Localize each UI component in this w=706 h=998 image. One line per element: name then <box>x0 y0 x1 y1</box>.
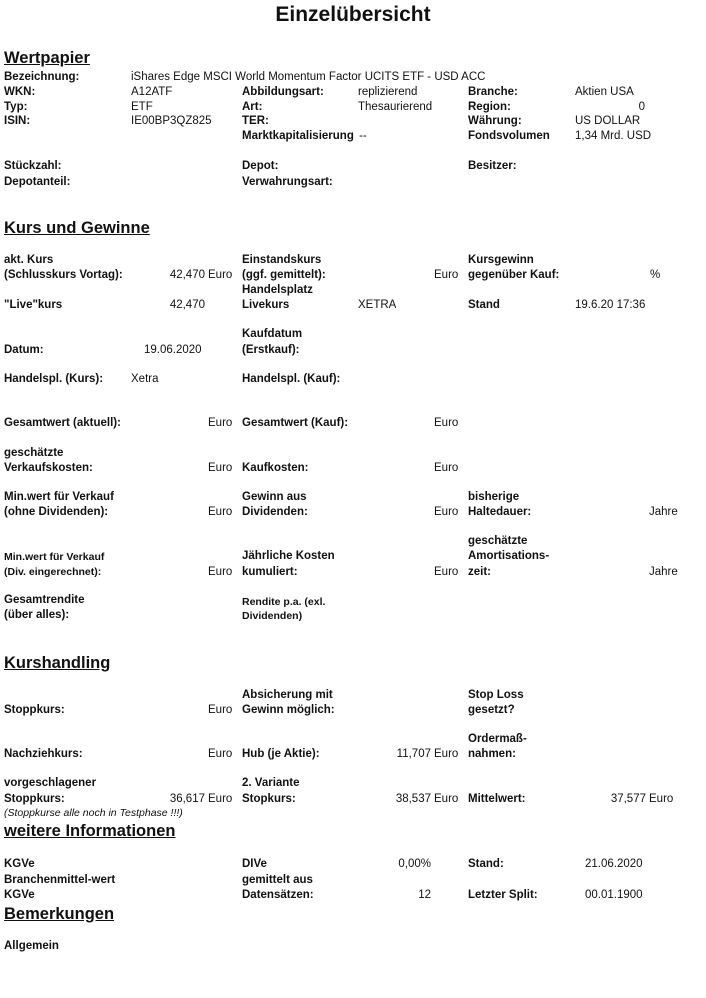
jaehrliche-kosten-label: Jährliche Kosten <box>242 550 335 562</box>
live-kurs-label: "Live"kurs <box>4 299 63 311</box>
akt-kurs-value: 42,470 <box>169 269 205 281</box>
minwert-unit: Euro <box>208 506 233 518</box>
mittelwert-label: Mittelwert: <box>468 793 526 805</box>
vorgeschlagener-stoppkurs-label-sub: Stoppkurs: <box>4 793 65 805</box>
minwert-label: Min.wert für Verkauf <box>4 491 114 503</box>
vorgeschlagener-stoppkurs-label: vorgeschlagener <box>4 777 97 789</box>
jaehrliche-kosten-unit: Euro <box>434 566 459 578</box>
vorgeschlagener-stoppkurs-value: 36,617 <box>169 793 205 805</box>
waehrung-label: Währung: <box>468 115 522 127</box>
depotanteil-label: Depotanteil: <box>4 176 71 188</box>
kursgewinn-label: Kursgewinn <box>468 254 534 266</box>
verkaufskosten-label: geschätzte <box>4 447 64 459</box>
handelsplatz-value: XETRA <box>358 299 397 311</box>
ordermassnahmen-label-sub: nahmen: <box>468 748 516 760</box>
hub-value: 11,707 <box>396 748 431 760</box>
kaufkosten-label: Kaufkosten: <box>242 462 309 474</box>
region-value: 0 <box>638 101 645 113</box>
section-heading-bemerkungen: Bemerkungen <box>4 905 115 923</box>
stueckzahl-label: Stückzahl: <box>4 160 62 172</box>
wkn-label: WKN: <box>4 86 36 98</box>
minwert-div-label-sub: (Div. eingerechnet): <box>4 566 102 578</box>
kaufdatum-label-sub: (Erstkauf): <box>242 344 300 356</box>
kaufdatum-label: Kaufdatum <box>242 328 303 340</box>
gemittelt-label: gemittelt aus <box>242 874 313 886</box>
variante-label-sub: Stopkurs: <box>242 793 296 805</box>
verwahrungsart-label: Verwahrungsart: <box>242 176 333 188</box>
jaehrliche-kosten-label-sub: kumuliert: <box>242 566 298 578</box>
hub-label: Hub (je Aktie): <box>242 748 320 760</box>
haltedauer-label: bisherige <box>468 491 520 503</box>
fondsvolumen-value: 1,34 Mrd. USD <box>575 130 652 142</box>
mittelwert-unit: Euro <box>649 793 674 805</box>
gesamtwert-kauf-label: Gesamtwert (Kauf): <box>242 417 349 429</box>
hub-unit: Euro <box>434 748 459 760</box>
branche-label: Branche: <box>468 86 518 98</box>
amortisation-label-3: zeit: <box>468 566 491 578</box>
page-title: Einzelübersicht <box>275 3 431 26</box>
kursgewinn-label-sub: gegenüber Kauf: <box>468 269 560 281</box>
stoppkurs-unit: Euro <box>208 704 233 716</box>
vorgeschlagener-stoppkurs-unit: Euro <box>208 793 233 805</box>
gewinn-dividenden-label-sub: Dividenden: <box>242 506 308 518</box>
handelspl-kurs-value: Xetra <box>131 373 159 385</box>
gesamtwert-aktuell-unit: Euro <box>208 417 233 429</box>
akt-kurs-label: akt. Kurs <box>4 254 54 266</box>
branchenmittelwert-label-sub: KGVe <box>4 889 35 901</box>
stoppkurs-label: Stoppkurs: <box>4 704 65 716</box>
section-heading-wertpapier: Wertpapier <box>4 49 90 67</box>
amortisation-unit: Jahre <box>649 566 678 578</box>
ter-label: TER: <box>242 115 269 127</box>
einstandskurs-unit: Euro <box>434 269 459 281</box>
allgemein-label: Allgemein <box>4 940 59 952</box>
haltedauer-label-sub: Haltedauer: <box>468 506 532 518</box>
handelspl-kurs-label: Handelspl. (Kurs): <box>4 373 104 385</box>
amortisation-label: geschätzte <box>468 535 528 547</box>
besitzer-label: Besitzer: <box>468 160 517 172</box>
marktkap-value: -- <box>359 130 367 142</box>
kgve-label: KGVe <box>4 858 35 870</box>
abbildungsart-value: replizierend <box>358 86 418 98</box>
einstandskurs-label: Einstandskurs <box>242 254 322 266</box>
verkaufskosten-label-sub: Verkaufskosten: <box>4 462 93 474</box>
minwert-div-unit: Euro <box>208 566 233 578</box>
dive-value: 0,00% <box>398 858 431 870</box>
datum-value: 19.06.2020 <box>144 344 202 356</box>
stand-value: 19.6.20 17:36 <box>575 299 646 311</box>
datensaetze-value: 12 <box>418 889 431 901</box>
gesamtrendite-label-sub: (über alles): <box>4 609 70 621</box>
stoploss-label: Stop Loss <box>468 689 524 701</box>
ordermassnahmen-label: Ordermaß- <box>468 733 527 745</box>
letzter-split-label: Letzter Split: <box>468 889 538 901</box>
art-value: Thesaurierend <box>358 101 433 113</box>
marktkap-label: Marktkapitalisierung <box>242 130 354 142</box>
abbildungsart-label: Abbildungsart: <box>242 86 324 98</box>
rendite-pa-label: Rendite p.a. (exl. <box>242 596 326 608</box>
testphase-note: (Stoppkurse alle noch in Testphase !!!) <box>4 807 183 819</box>
einstandskurs-label-sub: (ggf. gemittelt): <box>242 269 326 281</box>
isin-value: IE00BP3QZ825 <box>131 115 212 127</box>
handelsplatz-label-sub: Livekurs <box>242 299 290 311</box>
waehrung-value: US DOLLAR <box>575 115 641 127</box>
mittelwert-value: 37,577 <box>610 793 646 805</box>
stand-label: Stand <box>468 299 500 311</box>
section-heading-kurshandling: Kurshandling <box>4 654 111 672</box>
depot-label: Depot: <box>242 160 279 172</box>
wkn-value: A12ATF <box>131 86 173 98</box>
typ-value: ETF <box>131 101 153 113</box>
haltedauer-unit: Jahre <box>649 506 678 518</box>
gesamtwert-aktuell-label: Gesamtwert (aktuell): <box>4 417 121 429</box>
absicherung-label-sub: Gewinn möglich: <box>242 704 335 716</box>
branchenmittelwert-label: Branchenmittel-wert <box>4 874 116 886</box>
gemittelt-label-sub: Datensätzen: <box>242 889 314 901</box>
isin-label: ISIN: <box>4 115 31 127</box>
variante-unit: Euro <box>434 793 459 805</box>
section-heading-weitere-informationen: weitere Informationen <box>4 822 176 840</box>
nachziehkurs-label: Nachziehkurs: <box>4 748 83 760</box>
rendite-pa-label-sub: Dividenden) <box>242 610 303 622</box>
absicherung-label: Absicherung mit <box>242 689 333 701</box>
branche-value: Aktien USA <box>575 86 634 98</box>
minwert-label-sub: (ohne Dividenden): <box>4 506 109 518</box>
stand-weitere-value: 21.06.2020 <box>585 858 643 870</box>
live-kurs-value: 42,470 <box>169 299 205 311</box>
fondsvolumen-label: Fondsvolumen <box>468 130 550 142</box>
nachziehkurs-unit: Euro <box>208 748 233 760</box>
variante-label: 2. Variante <box>242 777 300 789</box>
gesamtrendite-label: Gesamtrendite <box>4 594 85 606</box>
section-heading-kurs-und-gewinne: Kurs und Gewinne <box>4 219 150 237</box>
typ-label: Typ: <box>4 101 28 113</box>
gewinn-dividenden-unit: Euro <box>434 506 459 518</box>
handelspl-kauf-label: Handelspl. (Kauf): <box>242 373 341 385</box>
bezeichnung-label: Bezeichnung: <box>4 71 80 83</box>
datum-label: Datum: <box>4 344 44 356</box>
dive-label: DIVe <box>242 858 267 870</box>
gesamtwert-kauf-unit: Euro <box>434 417 459 429</box>
handelsplatz-label: Handelsplatz <box>242 284 313 296</box>
akt-kurs-label-sub: (Schlusskurs Vortag): <box>4 269 123 281</box>
letzter-split-value: 00.01.1900 <box>585 889 643 901</box>
variante-value: 38,537 <box>395 793 431 805</box>
akt-kurs-unit: Euro <box>208 269 233 281</box>
stoploss-label-sub: gesetzt? <box>468 704 515 716</box>
bezeichnung-value: iShares Edge MSCI World Momentum Factor UCITS ETF - USD ACC <box>131 71 486 83</box>
amortisation-label-2: Amortisations- <box>468 550 550 562</box>
kursgewinn-percent: % <box>650 269 661 281</box>
art-label: Art: <box>242 101 263 113</box>
verkaufskosten-unit: Euro <box>208 462 233 474</box>
gewinn-dividenden-label: Gewinn aus <box>242 491 307 503</box>
region-label: Region: <box>468 101 511 113</box>
stand-weitere-label: Stand: <box>468 858 504 870</box>
kaufkosten-unit: Euro <box>434 462 459 474</box>
minwert-div-label: Min.wert für Verkauf <box>4 551 105 563</box>
